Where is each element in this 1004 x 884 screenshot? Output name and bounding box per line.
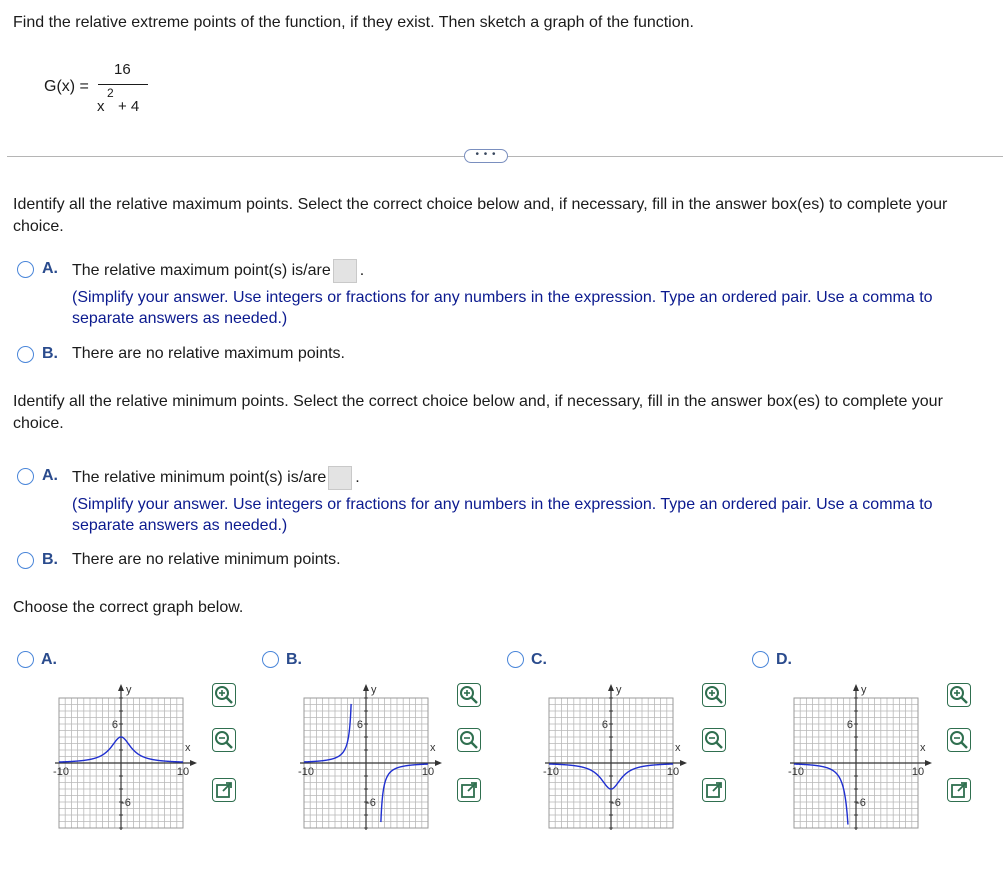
graph-b-x-tick-left: -10 bbox=[298, 766, 314, 778]
graph-b-y-arrow bbox=[363, 684, 369, 691]
graph-c-zoom-in-icon[interactable] bbox=[702, 683, 726, 707]
min-option-a-text: The relative minimum point(s) is/are bbox=[72, 469, 327, 486]
graph-c-y-tick-top: 6 bbox=[601, 719, 608, 731]
graph-d-letter: D. bbox=[776, 651, 792, 668]
graph-a-plot bbox=[43, 678, 223, 838]
graph-d-x-label: x bbox=[920, 742, 926, 754]
graph-b-y-tick-top: 6 bbox=[356, 719, 363, 731]
function-lhs: G(x) = bbox=[44, 78, 89, 95]
graph-a-zoom-in-icon[interactable] bbox=[212, 683, 236, 707]
min-option-b-text: There are no relative minimum points. bbox=[72, 551, 341, 568]
min-option-a-hint: (Simplify your answer. Use integers or fractions for any numbers in the expression. Type an ordered pair. Use a comma to separate answers as needed.) bbox=[72, 496, 933, 534]
graph-d-x-tick-right: 10 bbox=[911, 766, 925, 778]
graph-b-letter: B. bbox=[286, 651, 302, 668]
graph-d-open-new-window-icon[interactable] bbox=[947, 778, 971, 802]
graph-a-letter: A. bbox=[41, 651, 57, 668]
max-prompt: Identify all the relative maximum points. Select the correct choice below and, if necessary, fill in the answer box(es) to complete your choice. bbox=[13, 196, 948, 235]
max-option-a-hint: (Simplify your answer. Use integers or fractions for any numbers in the expression. Type an ordered pair. Use a comma to separate answers as needed.) bbox=[72, 289, 933, 327]
graph-c-x-arrow bbox=[680, 760, 687, 766]
graph-b-x-tick-right: 10 bbox=[421, 766, 435, 778]
function-denominator-base: x bbox=[97, 98, 105, 115]
more-button[interactable]: • • • bbox=[464, 149, 508, 163]
max-option-a-period: . bbox=[359, 262, 365, 279]
fraction-bar bbox=[98, 84, 148, 85]
graph-b-y-label: y bbox=[371, 684, 377, 696]
graph-b-open-new-window-icon[interactable] bbox=[457, 778, 481, 802]
function-numerator: 16 bbox=[114, 61, 131, 78]
graph-a-zoom-out-icon[interactable] bbox=[212, 728, 236, 752]
graph-a-y-tick-bottom: -6 bbox=[121, 797, 131, 809]
min-option-a-letter: A. bbox=[42, 467, 58, 484]
max-option-a-letter: A. bbox=[42, 260, 58, 277]
graph-b-zoom-out-icon[interactable] bbox=[457, 728, 481, 752]
graph-a-y-tick-top: 6 bbox=[111, 719, 118, 731]
graph-d-y-tick-top: 6 bbox=[846, 719, 853, 731]
function-denominator-rest: + 4 bbox=[118, 98, 140, 115]
max-answer-box[interactable] bbox=[333, 259, 357, 283]
graph-c-plot bbox=[533, 678, 713, 838]
min-option-a-period: . bbox=[355, 469, 360, 486]
graph-d-x-tick-left: -10 bbox=[788, 766, 804, 778]
graph-c-y-label: y bbox=[616, 684, 622, 696]
graph-c-zoom-out-icon[interactable] bbox=[702, 728, 726, 752]
graph-d-zoom-out-icon[interactable] bbox=[947, 728, 971, 752]
graph-b-zoom-in-icon[interactable] bbox=[457, 683, 481, 707]
min-option-a-radio[interactable] bbox=[17, 468, 34, 485]
graph-c-x-label: x bbox=[675, 742, 681, 754]
min-answer-box[interactable] bbox=[328, 466, 352, 490]
max-option-a-radio[interactable] bbox=[17, 261, 34, 278]
graph-d-zoom-in-icon[interactable] bbox=[947, 683, 971, 707]
graph-d-y-arrow bbox=[853, 684, 859, 691]
graph-c-x-tick-right: 10 bbox=[666, 766, 680, 778]
graph-a-y-label: y bbox=[126, 684, 132, 696]
graph-c-y-arrow bbox=[608, 684, 614, 691]
min-option-b-letter: B. bbox=[42, 551, 58, 568]
max-option-a-text: The relative maximum point(s) is/are bbox=[72, 262, 331, 279]
graph-d-radio[interactable] bbox=[752, 651, 769, 668]
min-prompt: Identify all the relative minimum points. Select the correct choice below and, if necessary, fill in the answer box(es) to complete your choice. bbox=[13, 393, 943, 432]
max-option-b-text: There are no relative maximum points. bbox=[72, 345, 345, 362]
graph-a-x-label: x bbox=[185, 742, 191, 754]
graph-c-x-tick-left: -10 bbox=[543, 766, 559, 778]
graph-c-y-tick-bottom: -6 bbox=[611, 797, 621, 809]
graph-b-plot bbox=[288, 678, 468, 838]
graph-b-y-tick-bottom: -6 bbox=[366, 797, 376, 809]
graph-d-x-arrow bbox=[925, 760, 932, 766]
graph-d-plot bbox=[778, 678, 958, 838]
max-option-a-line bbox=[72, 258, 364, 284]
graph-d-y-tick-bottom: -6 bbox=[856, 797, 866, 809]
graph-a-x-tick-right: 10 bbox=[176, 766, 190, 778]
graph-b-radio[interactable] bbox=[262, 651, 279, 668]
graph-a-open-new-window-icon[interactable] bbox=[212, 778, 236, 802]
graph-c-letter: C. bbox=[531, 651, 547, 668]
graph-b-x-arrow bbox=[435, 760, 442, 766]
min-option-a-line bbox=[72, 465, 360, 491]
max-option-b-radio[interactable] bbox=[17, 346, 34, 363]
graph-d-y-label: y bbox=[861, 684, 867, 696]
graph-c-radio[interactable] bbox=[507, 651, 524, 668]
instruction-text: Find the relative extreme points of the function, if they exist. Then sketch a graph of the function. bbox=[13, 14, 694, 31]
graph-prompt: Choose the correct graph below. bbox=[13, 599, 244, 616]
graph-a-radio[interactable] bbox=[17, 651, 34, 668]
graph-b-x-label: x bbox=[430, 742, 436, 754]
min-option-b-radio[interactable] bbox=[17, 552, 34, 569]
graph-a-x-arrow bbox=[190, 760, 197, 766]
max-option-b-letter: B. bbox=[42, 345, 58, 362]
function-exponent: 2 bbox=[107, 86, 114, 100]
graph-a-y-arrow bbox=[118, 684, 124, 691]
graph-c-open-new-window-icon[interactable] bbox=[702, 778, 726, 802]
graph-a-x-tick-left: -10 bbox=[53, 766, 69, 778]
